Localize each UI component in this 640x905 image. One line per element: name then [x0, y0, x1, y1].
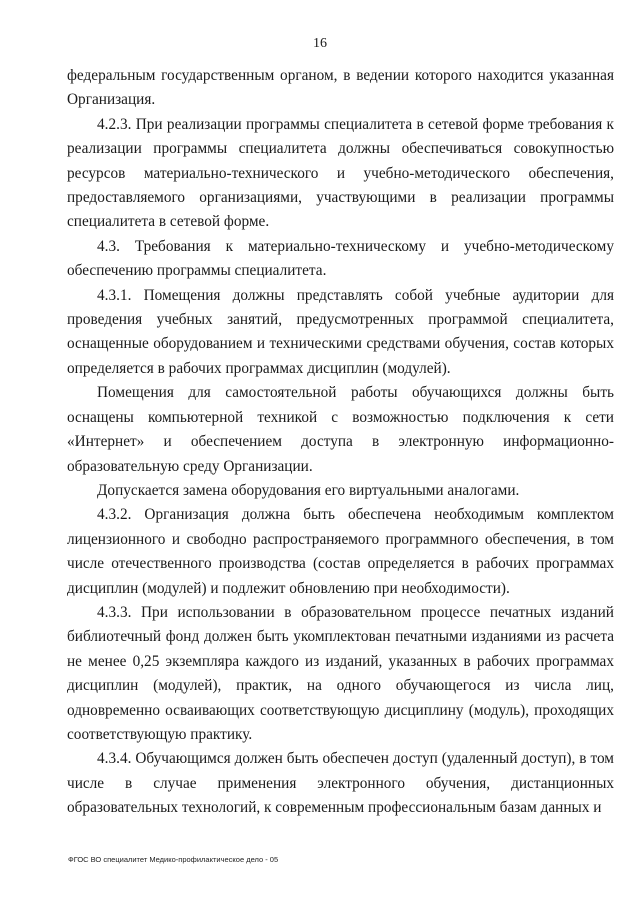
paragraph-4-3-3: 4.3.3. При использовании в образовательном процессе печатных изданий библиотечный фонд должен быть укомплектован печатными изданиями из расчета не менее 0,25 экземпляра каждого из изданий, указанных в рабочих программах дисциплин (модулей), практик, на одного обучающегося из числа лиц, одновременно осваивающих соответствующую дисциплину (модуль), проходящих соответствующую практику. [67, 603, 614, 743]
paragraph-4-3-2: 4.3.2. Организация должна быть обеспечена необходимым комплектом лицензионного и свободно распространяемого программного обеспечения, в том числе отечественного производства (состав определяется в рабочих программах дисциплин (модулей) и подлежит обновлению при необходимости). [67, 506, 614, 597]
paragraph-continuation: федеральным государственным органом, в ведении которого находится указанная Организация. [67, 67, 614, 109]
page-footer: ФГОС ВО специалитет Медико-профилактическое дело - 05 [68, 855, 279, 864]
page-number: 16 [313, 36, 327, 51]
paragraph-virtual-analogs: Допускается замена оборудования его виртуальными аналогами. [97, 481, 520, 499]
paragraph-4-3-4: 4.3.4. Обучающимся должен быть обеспечен доступ (удаленный доступ), в том числе в случае применения электронного обучения, дистанционных образовательных технологий, к современным профессиональным базам данных и [67, 750, 614, 817]
paragraph-self-study-rooms: Помещения для самостоятельной работы обучающихся должны быть оснащены компьютерной техникой с возможностью подключения к сети «Интернет» и обеспечением доступа в электронную информационно-образовательную среду Организации. [67, 384, 614, 475]
document-body [67, 64, 614, 821]
paragraph-4-3: 4.3. Требования к материально-техническому и учебно-методическому обеспечению программы специалитета. [67, 237, 614, 280]
paragraph-4-3-1: 4.3.1. Помещения должны представлять собой учебные аудитории для проведения учебных занятий, предусмотренных программой специалитета, оснащенные оборудованием и техническими средствами обучения, состав которых определяется в рабочих программах дисциплин (модулей). [67, 286, 614, 377]
paragraph-4-2-3: 4.2.3. При реализации программы специалитета в сетевой форме требования к реализации программы специалитета должны обеспечиваться совокупностью ресурсов материально-технического и учебно-методического обеспечения, предоставляемого организациями, участвующими в реализации программы специалитета в сетевой форме. [67, 115, 614, 231]
